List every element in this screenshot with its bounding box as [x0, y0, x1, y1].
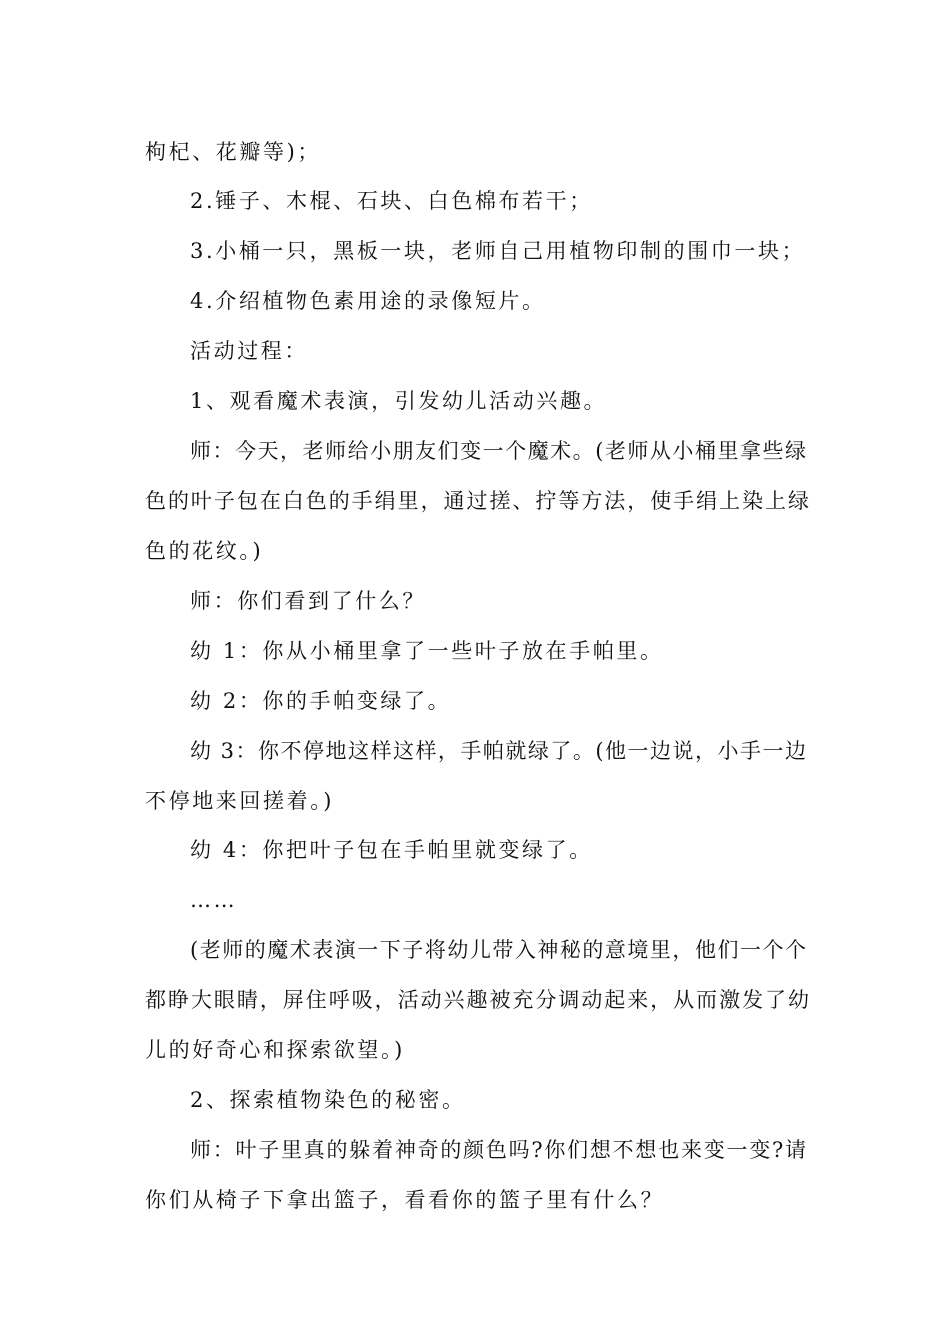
text-line-3: 3.小桶一只，黑板一块，老师自己用植物印制的围巾一块；	[190, 239, 806, 263]
text-line-16: ……	[190, 888, 238, 912]
text-line-6: 1、观看魔术表演，引发幼儿活动兴趣。	[190, 389, 608, 413]
text-line-5: 活动过程：	[190, 339, 308, 363]
text-line-15: 幼 4：你把叶子包在手帕里就变绿了。	[190, 838, 593, 862]
text-line-1: 枸杞、花瓣等)；	[145, 140, 321, 164]
text-line-22: 你们从椅子下拿出篮子，看看你的篮子里有什么？	[145, 1188, 665, 1212]
text-line-8: 色的叶子包在白色的手绢里，通过搓、拧等方法，使手绢上染上绿	[145, 489, 809, 513]
text-line-4: 4.介绍植物色素用途的录像短片。	[190, 289, 546, 313]
text-line-9: 色的花纹。)	[145, 539, 264, 563]
text-line-19: 儿的好奇心和探索欲望。)	[145, 1038, 405, 1062]
text-line-18: 都睁大眼睛，屏住呼吸，活动兴趣被充分调动起来，从而激发了幼	[145, 988, 809, 1012]
text-line-13: 幼 3：你不停地这样这样，手帕就绿了。(他一边说，小手一边	[190, 739, 806, 763]
text-line-2: 2.锤子、木棍、石块、白色棉布若干；	[190, 189, 593, 213]
text-line-21: 师：叶子里真的躲着神奇的颜色吗?你们想不想也来变一变?请	[190, 1138, 806, 1162]
text-line-20: 2、探索植物染色的秘密。	[190, 1088, 466, 1112]
text-line-12: 幼 2：你的手帕变绿了。	[190, 689, 452, 713]
text-line-14: 不停地来回搓着。)	[145, 789, 335, 813]
text-line-11: 幼 1：你从小桶里拿了一些叶子放在手帕里。	[190, 639, 664, 663]
text-line-7: 师：今天，老师给小朋友们变一个魔术。(老师从小桶里拿些绿	[190, 439, 806, 463]
text-line-17: (老师的魔术表演一下子将幼儿带入神秘的意境里，他们一个个	[190, 938, 806, 962]
text-line-10: 师：你们看到了什么？	[190, 589, 426, 613]
